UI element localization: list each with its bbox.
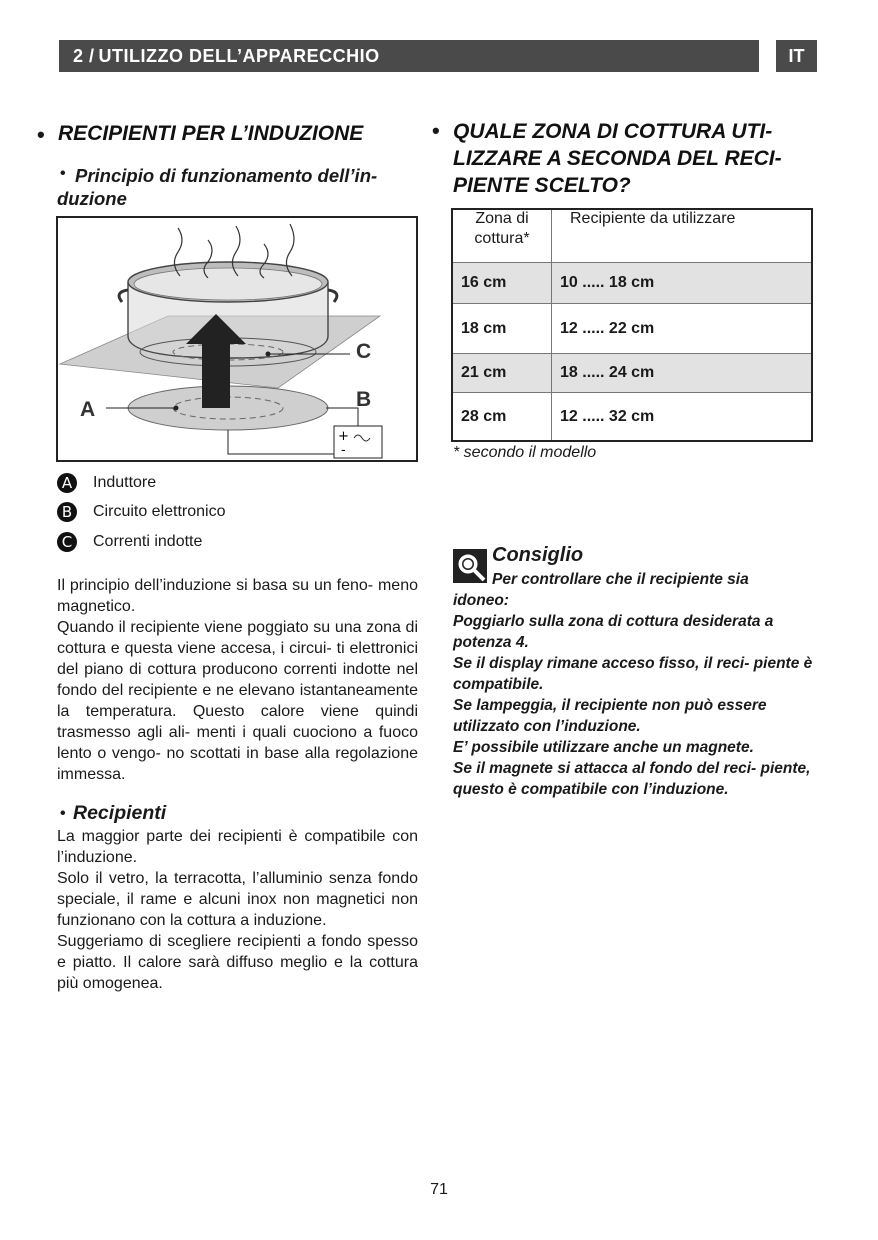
legend-item xyxy=(57,532,202,552)
legend-text: Circuito elettronico xyxy=(93,503,226,520)
paragraph: Il principio dell’induzione si basa su un feno- meno magnetico. xyxy=(57,577,418,615)
section-header-bar xyxy=(59,40,759,72)
header-zone xyxy=(452,209,552,263)
paragraph: Solo il vetro, la terracotta, l’alluminio senza fondo speciale, il rame e alcuni inox non magnetici non funzionano con la cottura a induzione. xyxy=(57,870,418,929)
label-a: A xyxy=(80,398,96,421)
header-zone-line: Zona di xyxy=(475,210,529,227)
tip-line: E’ possibile utilizzare anche un magnete. xyxy=(453,739,754,756)
tip-line: idoneo: xyxy=(453,592,509,609)
tip-title: Consiglio xyxy=(492,544,584,566)
tip-line: Se lampeggia, il recipiente non può essere utilizzato con l’induzione. xyxy=(453,697,767,735)
tip-line: Se il magnete si attacca al fondo del reci- piente, questo è compatibile con l’induzione. xyxy=(453,760,811,798)
zone-cell: 28 cm xyxy=(452,393,552,442)
title-line: QUALE ZONA DI COTTURA UTI- xyxy=(453,120,773,143)
table-row xyxy=(452,263,812,304)
bullet-icon: • xyxy=(60,805,66,822)
legend-letter-b: B xyxy=(57,502,77,522)
table-row xyxy=(452,393,812,442)
label-c: C xyxy=(356,340,372,363)
section-number: 2 / xyxy=(73,45,95,66)
model-note: * secondo il modello xyxy=(453,444,597,461)
right-section-title xyxy=(453,118,782,199)
bullet-icon: • xyxy=(432,118,440,143)
tip-line: Per controllare che il recipiente sia xyxy=(492,571,749,588)
legend-item xyxy=(57,502,226,522)
title-line: PIENTE SCELTO? xyxy=(453,174,631,197)
plus-label: + xyxy=(338,429,349,444)
language-badge: IT xyxy=(776,40,817,72)
zone-cell: 21 cm xyxy=(452,354,552,393)
principle-subtitle-line1: Principio di funzionamento dell’in- xyxy=(75,165,378,186)
minus-label: - xyxy=(341,443,346,458)
label-b: B xyxy=(356,388,372,411)
principle-text xyxy=(57,575,418,785)
recipients-subtitle: Recipienti xyxy=(73,802,167,824)
bullet-icon: • xyxy=(37,122,45,147)
title-line: LIZZARE A SECONDA DEL RECI- xyxy=(453,147,782,170)
section-title: UTILIZZO DELL’APPARECCHIO xyxy=(98,45,380,66)
size-cell: 10 ..... 18 cm xyxy=(552,263,813,304)
bullet-icon: • xyxy=(60,165,66,182)
legend-item xyxy=(57,473,156,493)
tip-text xyxy=(453,569,823,800)
zone-cell: 16 cm xyxy=(452,263,552,304)
table-row xyxy=(452,304,812,354)
tip-line: Poggiarlo sulla zona di cottura desiderata a potenza 4. xyxy=(453,613,774,651)
principle-subtitle-line2: duzione xyxy=(57,188,127,209)
header-zone-line: cottura* xyxy=(474,230,530,247)
induction-diagram-drawing xyxy=(58,218,416,460)
legend-text: Correnti indotte xyxy=(93,533,203,550)
induction-diagram xyxy=(56,216,418,462)
paragraph: La maggior parte dei recipienti è compatibile con l’induzione. xyxy=(57,828,418,866)
paragraph: Suggeriamo di scegliere recipienti a fondo spesso e piatto. Il calore sarà diffuso meglio e la cottura più omogenea. xyxy=(57,933,418,992)
size-cell: 12 ..... 22 cm xyxy=(552,304,813,354)
left-section-title: RECIPIENTI PER L’INDUZIONE xyxy=(58,122,364,145)
recipients-text xyxy=(57,826,418,994)
table-header-row xyxy=(452,209,812,263)
size-cell: 18 ..... 24 cm xyxy=(552,354,813,393)
paragraph: Quando il recipiente viene poggiato su una zona di cottura e questa viene accesa, i circui- ti elettronici del piano di cottura producono correnti indotte nel fondo del recipiente e ne elevano istantaneamente la temperatura. Questo calore viene quindi trasmesso agli ali- menti i quali cuociono a fuoco lento o vengo- no scottati in base alla regolazione immessa. xyxy=(57,619,418,783)
size-cell: 12 ..... 32 cm xyxy=(560,407,655,425)
table-row xyxy=(452,354,812,393)
legend-text: Induttore xyxy=(93,474,157,491)
header-recipient: Recipiente da utilizzare xyxy=(552,209,813,263)
legend-letter-c: C xyxy=(57,532,77,552)
tip-line: Se il display rimane acceso fisso, il reci- piente è compatibile. xyxy=(453,655,813,693)
pot-handle-left xyxy=(119,290,128,302)
pot-handle-right xyxy=(328,290,337,302)
page-number: 71 xyxy=(430,1181,448,1198)
legend-letter-a: A xyxy=(57,473,77,493)
cooking-zone-table xyxy=(451,208,813,442)
zone-cell: 18 cm xyxy=(452,304,552,354)
